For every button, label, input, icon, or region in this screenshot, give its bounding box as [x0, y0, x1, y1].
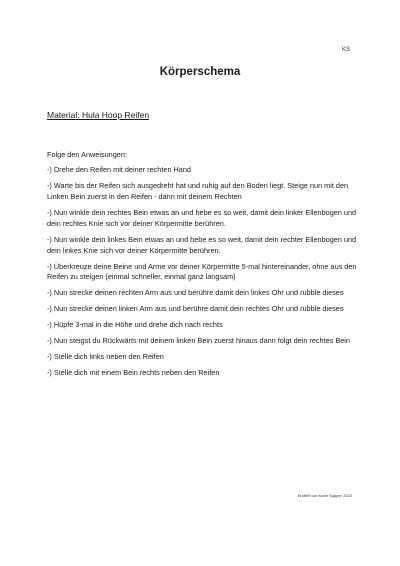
instruction-step-6: -) Nun strecke deinen rechten Arm aus und berühre damit dein linkes Ohr und rubble dieses	[47, 288, 344, 298]
footer-credit: Erstellt von Karin Supper 2022	[297, 493, 352, 498]
instruction-step-8: -) Hüpfe 3-mal in die Höhe und drehe dich nach rechts	[47, 320, 223, 330]
instructions	[47, 150, 367, 384]
instruction-step-4: -) Nun winkle dein linkes Bein etwas an und hebe es so weit, damit dein rechter Ellenbogen und dein linkes Knie sich vor deiner Körpermitte berühren.	[47, 234, 357, 255]
instruction-step-5: -) Überkreuze deine Beine und Arme vor deiner Körpermitte 5-mal hintereinander, ohne aus den Reifen zu steigen (einmal schneller, einmal ganz langsam)	[47, 261, 357, 282]
instruction-step-2: -) Warte bis der Reifen sich ausgedreht hat und ruhig auf den Boden liegt. Steige nun mit den Linken Bein zuerst in den Reifen - dann mit deinem Rechten	[47, 181, 349, 202]
material-heading: Material: Hula Hoop Reifen	[47, 110, 150, 120]
instruction-step-11: -) Stelle dich mit einem Bein rechts neben den Reifen	[47, 368, 220, 378]
instruction-step-3: -) Nun winkle dein rechtes Bein etwas an und hebe es so weit, damit dein linker Ellenbogen und dein rechtes Knie sich vor deiner Körpermitte berühren.	[47, 208, 357, 228]
page-title: Körperschema	[159, 66, 241, 78]
author-initials: KS	[341, 47, 350, 53]
instructions-intro: Folge den Anweisungen:	[47, 150, 127, 159]
instruction-step-7: -) Nun strecke deinen linken Arm aus und berühre damit dein rechtes Ohr und rubble dieses	[47, 304, 344, 314]
instruction-step-10: -) Stelle dich links neben den Reifen	[47, 352, 164, 362]
instruction-step-9: -) Nun steigst du Rückwärts mit deinem linken Bein zuerst hinaus dann folgt dein rechtes Bein	[47, 336, 350, 346]
instruction-step-1: -) Drehe den Reifen mit deiner rechten Hand	[47, 165, 191, 175]
